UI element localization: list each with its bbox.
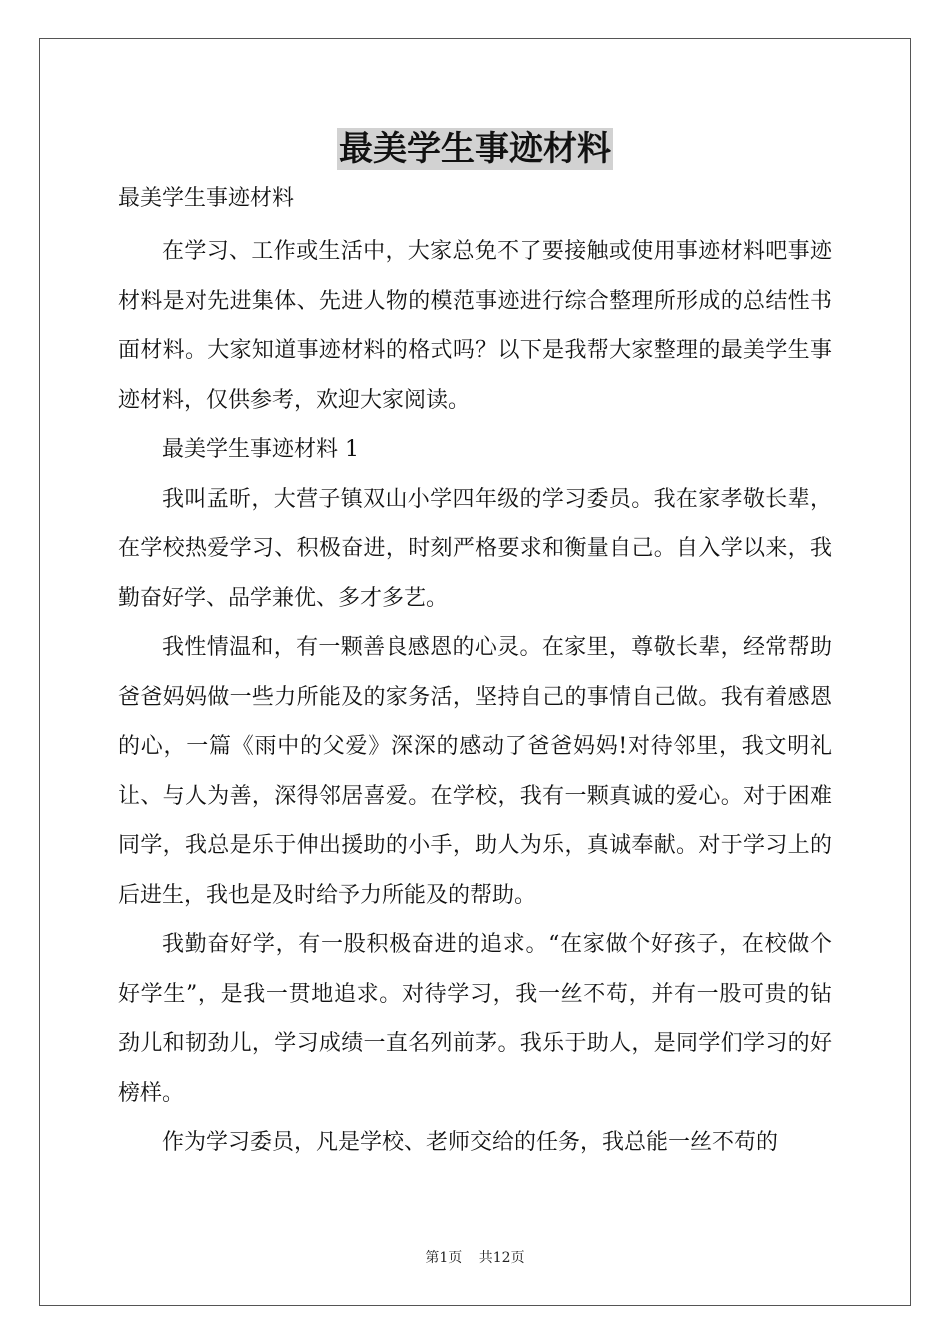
paragraph-4: 作为学习委员，凡是学校、老师交给的任务，我总能一丝不苟的	[162, 1130, 779, 1155]
section-heading: 最美学生事迹材料 1	[162, 437, 359, 462]
total-pages: 共12页	[478, 1250, 525, 1266]
paragraph-1: 我叫孟昕，大营子镇双山小学四年级的学习委员。我在家孝敬长辈，在学校热爱学习、积极奋进，时刻严格要求和衡量自己。自入学以来，我勤奋好学、品学兼优、多才多艺。	[118, 486, 832, 611]
paragraph-2: 我性情温和，有一颗善良感恩的心灵。在家里，尊敬长辈，经常帮助爸爸妈妈做一些力所能及的家务活，坚持自己的事情自己做。我有着感恩的心，一篇《雨中的父爱》深深的感动了爸爸妈妈!对待邻里，我文明礼让、与人为善，深得邻居喜爱。在学校，我有一颗真诚的爱心。对于困难同学，我总是乐于伸出援助的小手，助人为乐，真诚奉献。对于学习上的后进生，我也是及时给予力所能及的帮助。	[118, 635, 832, 908]
document-subtitle: 最美学生事迹材料	[118, 186, 295, 211]
paragraph-intro: 在学习、工作或生活中，大家总免不了要接触或使用事迹材料吧事迹材料是对先进集体、先进人物的模范事迹进行综合整理所形成的总结性书面材料。大家知道事迹材料的格式吗？以下是我帮大家整理的最美学生事迹材料，仅供参考，欢迎大家阅读。	[118, 239, 832, 413]
document-body	[118, 179, 832, 1168]
page-number: 第1页	[425, 1250, 463, 1266]
document-title: 最美学生事迹材料	[339, 129, 611, 169]
title-container	[0, 128, 950, 170]
page-footer	[0, 1247, 950, 1267]
paragraph-3: 我勤奋好学，有一股积极奋进的追求。“在家做个好孩子，在校做个好学生”，是我一贯地追求。对待学习，我一丝不苟，并有一股可贵的钻劲儿和韧劲儿，学习成绩一直名列前茅。我乐于助人，是同学们学习的好榜样。	[118, 932, 832, 1106]
